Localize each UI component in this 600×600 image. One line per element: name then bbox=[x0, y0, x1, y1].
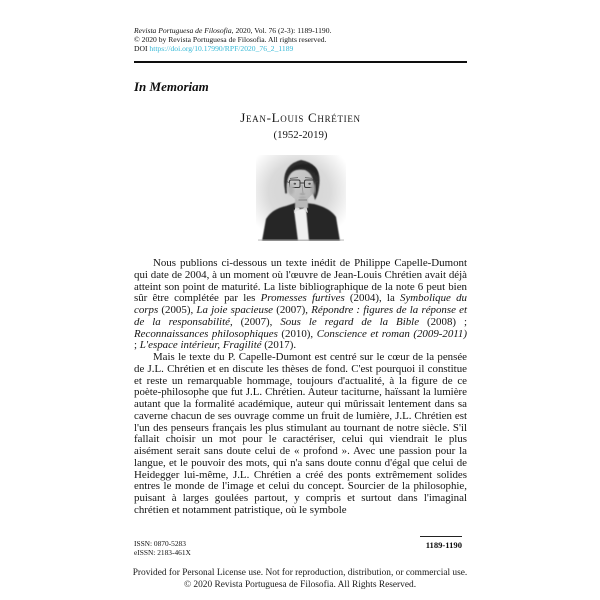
page-number-block bbox=[377, 536, 462, 550]
issn-block bbox=[134, 539, 191, 557]
journal-header bbox=[134, 27, 467, 53]
doi-line bbox=[134, 45, 467, 54]
portrait-photo bbox=[256, 155, 346, 241]
page-number-rule bbox=[420, 536, 462, 537]
issn: ISSN: 0870-5283 bbox=[134, 539, 186, 548]
section-title-in-memoriam: In Memoriam bbox=[134, 79, 209, 94]
license-footer bbox=[0, 568, 600, 592]
footer-copyright: © 2020 Revista Portuguesa de Filosofia. All Rights Reserved. bbox=[183, 579, 417, 590]
doi-label: DOI bbox=[134, 43, 148, 53]
header-rule bbox=[134, 61, 467, 63]
article-body bbox=[134, 258, 467, 517]
page-range: 1189-1190 bbox=[425, 539, 462, 550]
license-line: Provided for Personal License use. Not for reproduction, distribution, or commercial use. bbox=[132, 568, 468, 578]
portrait-illustration bbox=[256, 155, 346, 241]
journal-copyright: © 2020 by Revista Portuguesa de Filosofia. All rights reserved. bbox=[134, 34, 327, 44]
memorial-heading bbox=[134, 110, 467, 141]
journal-citation: Revista Portuguesa de Filosofia, 2020, Vol. 76 (2-3): 1189-1190. bbox=[134, 26, 332, 35]
deceased-name: Jean-Louis Chrétien bbox=[240, 110, 361, 125]
doi-link[interactable]: https://doi.org/10.17990/RPF/2020_76_2_1189 bbox=[149, 43, 294, 53]
eissn: eISSN: 2183-461X bbox=[134, 548, 191, 557]
life-years: (1952-2019) bbox=[273, 129, 328, 141]
paragraph-2: Mais le texte du P. Capelle-Dumont est centré sur le cœur de la pensée de J.L. Chrétien et en discute les thèses de fond. C'est pourquoi il constitue et reste un remarquable hommage, toujours d'actualité, à la figure de ce poète-philosophe que fut J.L. Chrétien. Auteur taciturne, haïssant la lumière autant que la formalité académique, auteur qui mûrissait lentement dans sa caverne chacun de ses ouvrage comme un fruit de lumière, J.L. Chrétien est l'un des penseurs français les plus stimulant au tournant de notre siècle. S'il fallait choisir un mot pour le caractériser, celui qui viendrait le plus aisément serait sans doute celui de « profond ». Avec une passion pour la langue, et le pouvoir des mots, qui n'a sans doute connu d'égal que celui de Heidegger lui-même, J.L. Chrétien a créé des ponts extrêmement solides entres le monde de l'image et celui du concept. Sourcier de la philosophie, puisant à larges goulées partout, y compris et surtout dans l'imaginal chrétien et notamment patristique, où le symbole bbox=[134, 351, 467, 516]
paragraph-1: Nous publions ci-dessous un texte inédit de Philippe Capelle-Dumont qui date de 2004, à un moment où l'œuvre de Jean-Louis Chrétien avait déjà atteint son point de maturité. La liste bibliographique de la note 6 peut bien sûr être complétée par les Promesses furtives (2004), la Symbolique du corps (2005), La joie spacieuse (2007), Répondre : figures de la réponse et de la responsabilité, (2007), Sous le regard de la Bible (2008) ; Reconnaissances philosophiques (2010), Conscience et roman (2009-2011) ; L'espace intérieur, Fragilité (2017). bbox=[134, 257, 468, 352]
